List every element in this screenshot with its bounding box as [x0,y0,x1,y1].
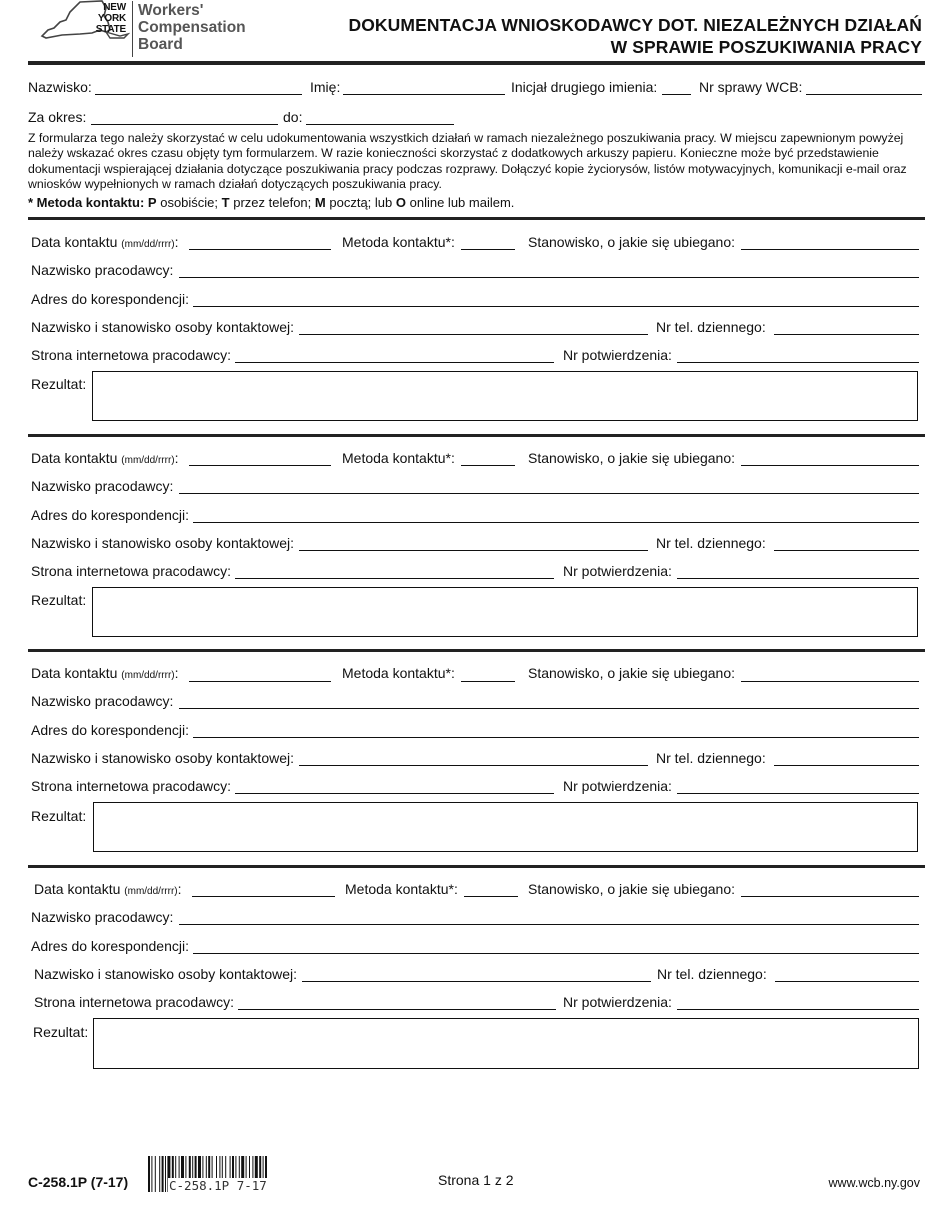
address-label: Adres do korespondencji: [31,722,189,738]
form-code: C-258.1P (7-17) [28,1174,129,1190]
barcode-bar [162,1156,164,1192]
employer-website-label: Strona internetowa pracodawcy: [31,778,231,794]
employer-name-field[interactable] [179,277,919,278]
day-phone-field[interactable] [774,334,919,335]
first-name-label: Imię: [310,79,341,95]
result-label: Rezultat: [33,1024,89,1040]
employer-website-label: Strona internetowa pracodawcy: [31,563,231,579]
address-field[interactable] [193,306,919,307]
address-field[interactable] [193,522,919,523]
form-title: DOKUMENTACJA WNIOSKODAWCY DOT. NIEZALEŻNYCH DZIAŁAŃ W SPRAWIE POSZUKIWANIA PRACY [348,15,922,57]
result-label: Rezultat: [31,376,87,392]
contact-person-field[interactable] [299,334,648,335]
employer-name-field[interactable] [179,493,919,494]
page-number: Strona 1 z 2 [438,1172,514,1188]
contact-date-field[interactable] [189,681,331,682]
address-label: Adres do korespondencji: [31,507,189,523]
employer-website-field[interactable] [238,1009,556,1010]
address-field[interactable] [193,953,919,954]
result-box[interactable] [92,371,918,421]
position-field[interactable] [741,465,919,466]
form-header [28,0,922,62]
result-box[interactable] [92,587,918,637]
barcode-bar [148,1156,150,1192]
confirmation-label: Nr potwierdzenia: [563,563,672,579]
contact-person-label: Nazwisko i stanowisko osoby kontaktowej: [34,966,298,982]
contact-date-label: Data kontaktu (mm/dd/rrrr): [31,234,179,250]
day-phone-field[interactable] [775,981,919,982]
result-label: Rezultat: [31,592,87,608]
employer-website-label: Strona internetowa pracodawcy: [31,347,231,363]
contact-date-field[interactable] [189,249,331,250]
address-label: Adres do korespondencji: [31,291,189,307]
logo-divider [132,1,133,57]
employer-name-label: Nazwisko pracodawcy: [31,262,174,278]
position-label: Stanowisko, o jakie się ubiegano: [528,881,736,897]
day-phone-field[interactable] [774,765,919,766]
day-phone-label: Nr tel. dziennego: [656,750,766,766]
position-field[interactable] [741,896,919,897]
result-box[interactable] [93,1018,919,1069]
address-field[interactable] [193,737,919,738]
wcb-case-field[interactable] [806,94,922,95]
confirmation-field[interactable] [677,793,919,794]
confirmation-field[interactable] [677,362,919,363]
day-phone-label: Nr tel. dziennego: [656,535,766,551]
employer-website-field[interactable] [235,578,554,579]
position-field[interactable] [741,681,919,682]
contact-method-field[interactable] [461,465,515,466]
position-label: Stanowisko, o jakie się ubiegano: [528,234,736,250]
position-label: Stanowisko, o jakie się ubiegano: [528,665,736,681]
contact-date-label: Data kontaktu (mm/dd/rrrr): [31,665,179,681]
barcode-bar [155,1156,156,1192]
contact-method-label: Metoda kontaktu*: [342,450,455,466]
barcode-bar [159,1156,160,1192]
contact-person-label: Nazwisko i stanowisko osoby kontaktowej: [31,750,295,766]
employer-website-label: Strona internetowa pracodawcy: [34,994,234,1010]
confirmation-label: Nr potwierdzenia: [563,778,672,794]
contact-person-label: Nazwisko i stanowisko osoby kontaktowej: [31,535,295,551]
employer-name-label: Nazwisko pracodawcy: [31,909,174,925]
contact-person-field[interactable] [299,550,648,551]
header-rule [28,61,925,65]
contact-method-field[interactable] [464,896,518,897]
barcode-bar [165,1156,166,1192]
surname-field[interactable] [95,94,302,95]
employer-name-field[interactable] [179,708,919,709]
contact-date-field[interactable] [189,465,331,466]
first-name-field[interactable] [343,94,505,95]
period-to-field[interactable] [306,124,454,125]
employer-website-field[interactable] [235,362,554,363]
barcode-bar [151,1156,152,1192]
confirmation-label: Nr potwierdzenia: [563,994,672,1010]
contact-method-label: Metoda kontaktu*: [342,234,455,250]
day-phone-label: Nr tel. dziennego: [657,966,767,982]
entry-4-rule [28,865,925,868]
period-from-field[interactable] [91,124,278,125]
logo-board-name: Workers' Compensation Board [138,2,246,53]
position-label: Stanowisko, o jakie się ubiegano: [528,450,736,466]
period-to-label: do: [283,109,303,125]
barcode-text: C-258.1P 7-17 [169,1178,267,1193]
wcb-case-label: Nr sprawy WCB: [699,79,803,95]
day-phone-field[interactable] [774,550,919,551]
confirmation-field[interactable] [677,1009,919,1010]
confirmation-label: Nr potwierdzenia: [563,347,672,363]
employer-name-label: Nazwisko pracodawcy: [31,693,174,709]
result-label: Rezultat: [31,808,87,824]
day-phone-label: Nr tel. dziennego: [656,319,766,335]
employer-website-field[interactable] [235,793,554,794]
address-label: Adres do korespondencji: [31,938,189,954]
middle-initial-label: Inicjał drugiego imienia: [511,79,658,95]
contact-method-label: Metoda kontaktu*: [345,881,458,897]
contact-date-label: Data kontaktu (mm/dd/rrrr): [31,450,179,466]
employer-name-label: Nazwisko pracodawcy: [31,478,174,494]
entry-3-rule [28,649,925,652]
contact-person-label: Nazwisko i stanowisko osoby kontaktowej: [31,319,295,335]
surname-label: Nazwisko: [28,79,92,95]
contact-date-field[interactable] [192,896,335,897]
entry-1-rule [28,217,925,220]
contact-method-legend: * Metoda kontaktu: P osobiście; T przez telefon; M pocztą; lub O online lub mailem. [28,195,515,210]
result-box[interactable] [93,802,918,852]
period-label: Za okres: [28,109,87,125]
contact-method-field[interactable] [461,681,515,682]
contact-person-field[interactable] [299,765,648,766]
contact-date-label: Data kontaktu (mm/dd/rrrr): [34,881,182,897]
nys-wcb-logo [40,0,270,60]
employer-name-field[interactable] [179,924,919,925]
instructions-text: Z formularza tego należy skorzystać w celu udokumentowania wszystkich działań w ramach niezależnego poszukiwania pracy. W miejscu zapewnionym powyżej należy wskazać okres czasu objęty tym formularzem. W razie konieczności skorzystać z dodatkowych arkuszy papieru. Konieczne może być przedstawienie dokumentacji wspierającej działania dotyczące poszukiwania pracy podczas rozprawy. Dołączyć kopie życiorysów, listów motywacyjnych, komunikacji e-mail oraz wniosków wypełnionych w ramach działań dotyczących poszukiwania pracy. [28,131,907,192]
contact-person-field[interactable] [302,981,651,982]
confirmation-field[interactable] [677,578,919,579]
middle-initial-field[interactable] [662,94,691,95]
logo-state-text: NEW YORK STATE [95,2,126,35]
position-field[interactable] [741,249,919,250]
contact-method-label: Metoda kontaktu*: [342,665,455,681]
footer-website: www.wcb.ny.gov [828,1176,920,1190]
contact-method-field[interactable] [461,249,515,250]
entry-2-rule [28,434,925,437]
